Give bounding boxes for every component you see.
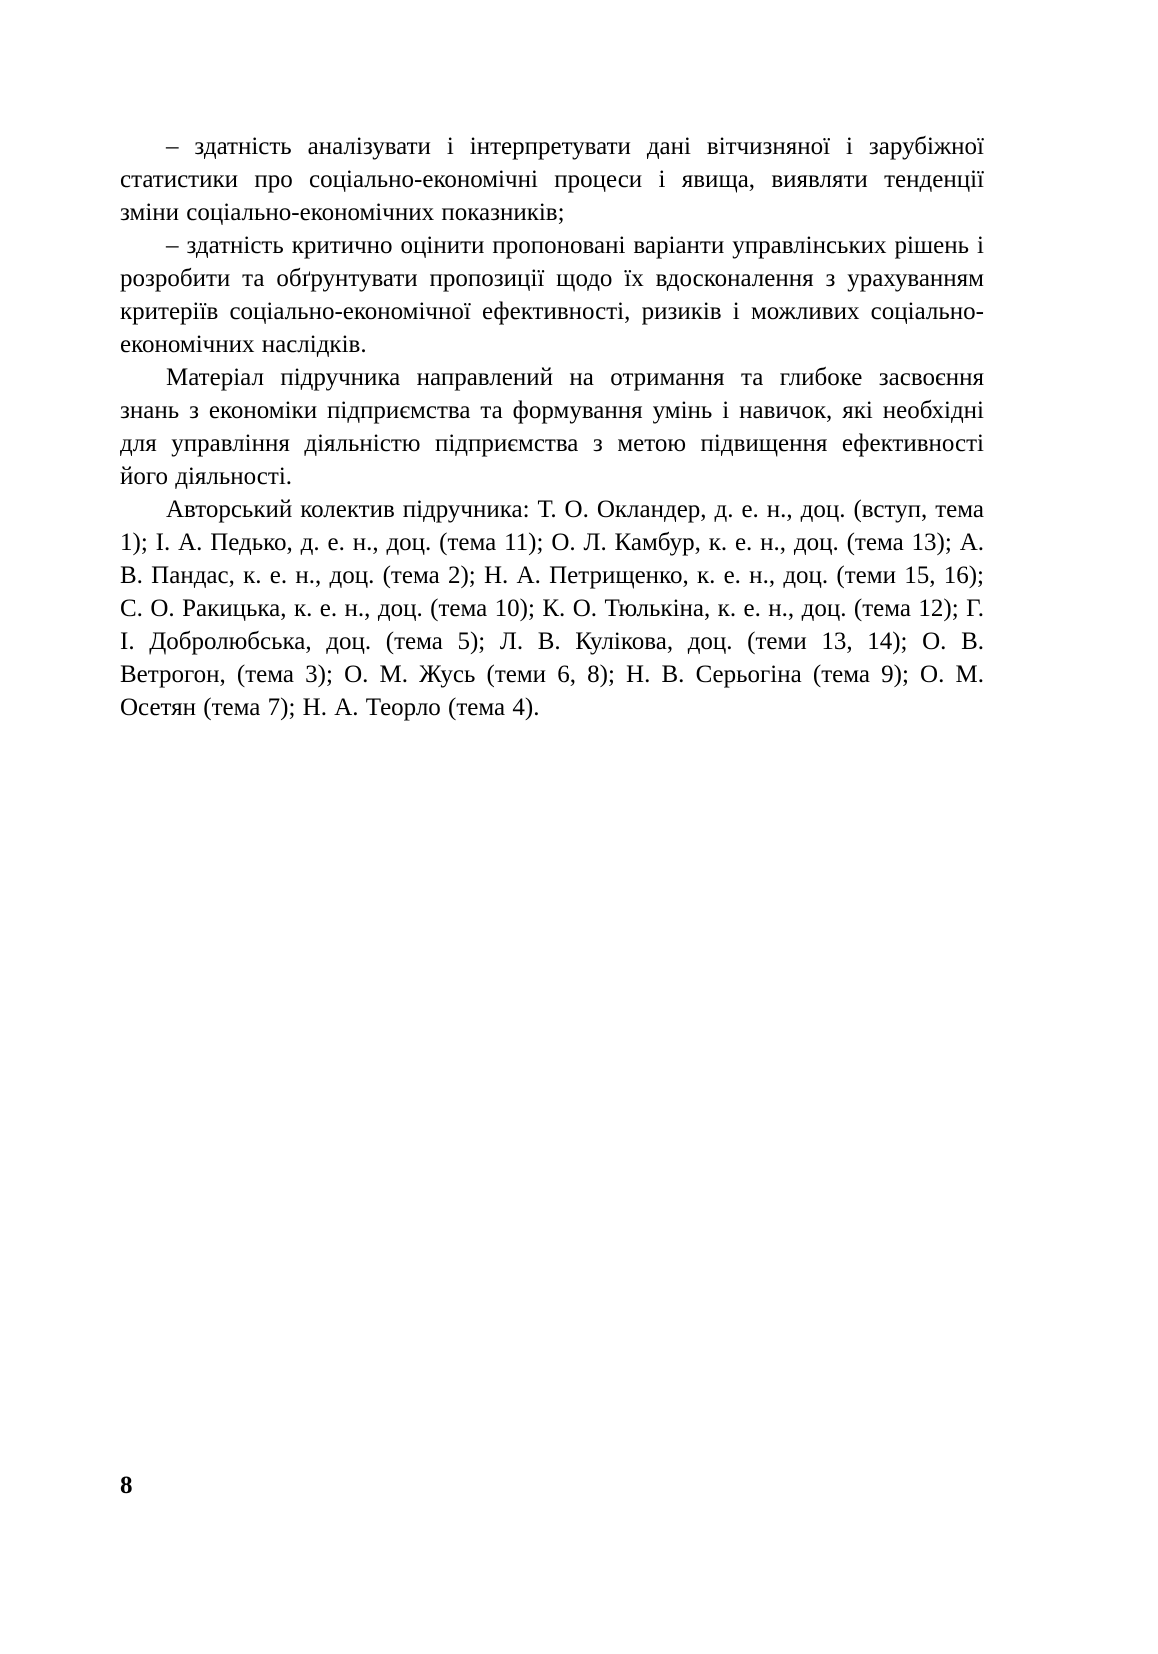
paragraph-material-purpose: Матеріал підручника направлений на отримання та глибоке засвоєння знань з економіки підприємства та формування умінь і навичок, які необхідні для управління діяльністю підприємства з метою підвищення ефективності його діяльності. (120, 364, 984, 490)
paragraph-author-team: Авторський колектив підручника: Т. О. Окландер, д. е. н., доц. (вступ, тема 1); І. А. Педько, д. е. н., доц. (тема 11); О. Л. Камбур, к. е. н., доц. (тема 13); А. В. Пандас, к. е. н., доц. (тема 2); Н. А. Петрищенко, к. е. н., доц. (теми 15, 16); С. О. Ракицька, к. е. н., доц. (тема 10); К. О. Тюлькіна, к. е. н., доц. (тема 12); Г. І. Добролюбська, доц. (тема 5); Л. В. Кулікова, доц. (теми 13, 14); О. В. Ветрогон, (тема 3); О. М. Жусь (теми 6, 8); Н. В. Серьогіна (тема 9); О. М. Осетян (тема 7); Н. А. Теорло (тема 4). (120, 496, 984, 721)
paragraph-competency-statistics: – здатність аналізувати і інтерпретувати дані вітчизняної і зарубіжної статистики про соціально-економічні процеси і явища, виявляти тенденції зміни соціально-економічних показників; (120, 133, 984, 226)
paragraph-competency-decisions: – здатність критично оцінити пропоновані варіанти управлінських рішень і розробити та обґрунтувати пропозиції щодо їх вдосконалення з урахуванням критеріїв соціально-економічної ефективності, ризиків і можливих соціально-економічних наслідків. (120, 232, 984, 358)
body-text (120, 130, 984, 724)
page-number: 8 (120, 1472, 133, 1499)
